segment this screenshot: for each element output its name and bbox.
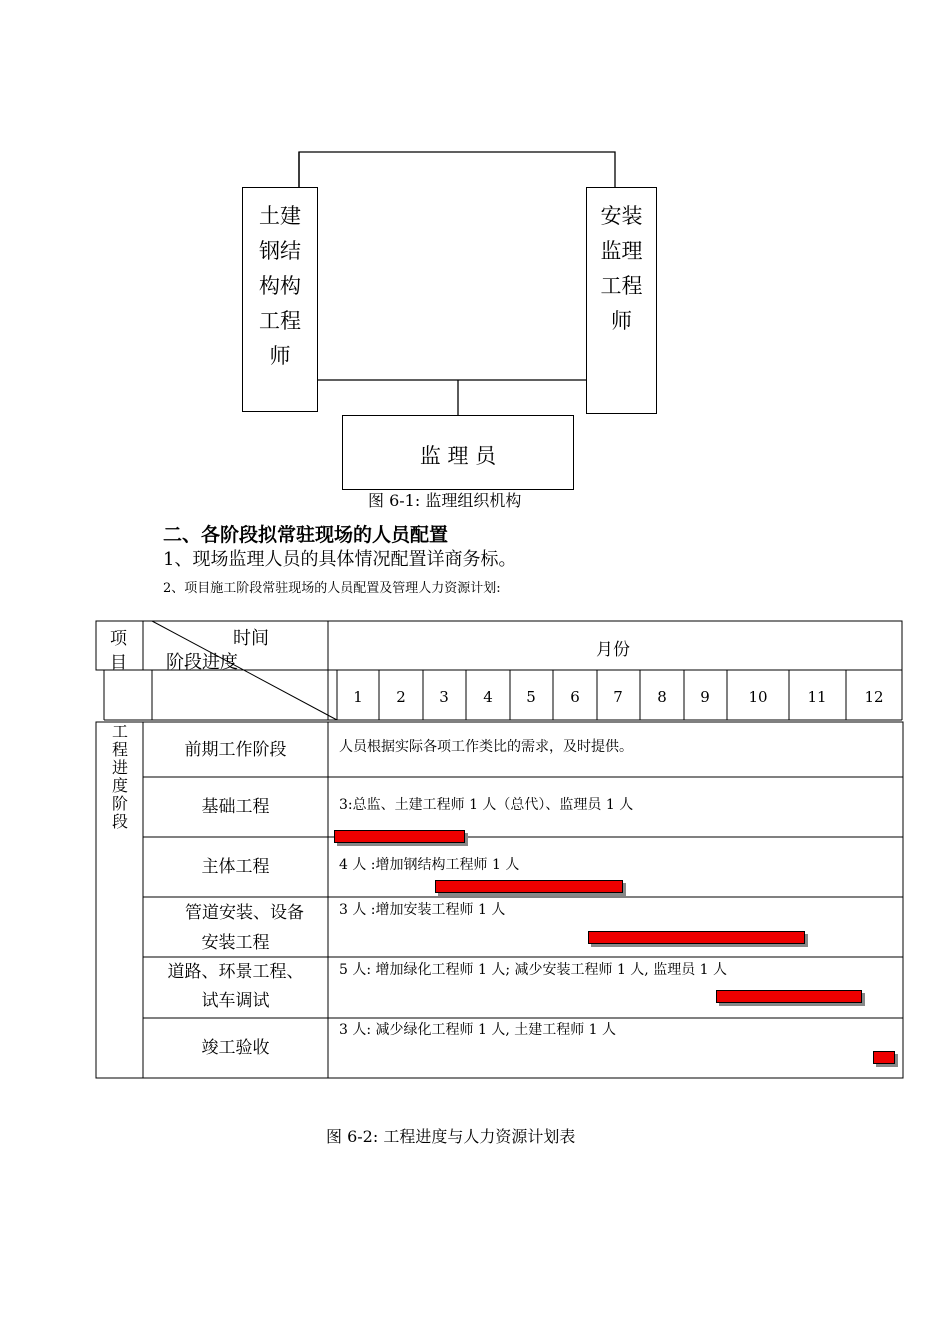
row-note: 4 人 :增加钢结构工程师 1 人 [339, 857, 520, 873]
header-item-top: 项 [110, 629, 127, 649]
month-label: 6 [570, 688, 580, 706]
stage-pipe-equipment-install: 管道安装、设备 安装工程 [185, 903, 304, 953]
month-label: 10 [748, 688, 768, 706]
month-label: 5 [526, 688, 536, 706]
month-label: 2 [396, 688, 406, 706]
header-stage-progress: 阶段进度 [166, 652, 238, 673]
gantt-bar [334, 830, 465, 843]
month-label: 9 [700, 688, 710, 706]
stage-main-structure: 主体工程 [201, 857, 270, 877]
header-time: 时间 [233, 628, 269, 649]
gantt-bar [716, 990, 862, 1003]
month-label: 8 [657, 688, 667, 706]
supervisor-label: 监 理 员 [419, 444, 497, 468]
gantt-bar [588, 931, 805, 944]
table-caption: 图 6-2: 工程进度与人力资源计划表 [326, 1127, 576, 1146]
row-note: 人员根据实际各项工作类比的需求，及时提供。 [339, 739, 633, 755]
row-note: 3 人: 减少绿化工程师 1 人, 土建工程师 1 人 [339, 1022, 617, 1038]
gantt-bar [435, 880, 623, 893]
gantt-bar [873, 1051, 895, 1064]
month-label: 1 [353, 688, 363, 706]
section-line-1: 1、现场监理人员的具体情况配置详商务标。 [163, 549, 517, 570]
section-heading: 二、各阶段拟常驻现场的人员配置 [163, 524, 449, 546]
month-label: 3 [439, 688, 449, 706]
row-note: 3:总监、土建工程师 1 人（总代）、监理员 1 人 [339, 797, 634, 813]
row-note: 3 人 :增加安装工程师 1 人 [339, 902, 506, 918]
month-label: 4 [483, 688, 493, 706]
civil-steel-engineer-label: 土建 钢结 构构 工程 师 [259, 204, 301, 368]
org-chart-caption: 图 6-1: 监理组织机构 [368, 491, 522, 510]
stage-road-landscape-trial: 道路、环景工程、 试车调试 [167, 962, 304, 1011]
side-label-project-progress: 工 程 进 度 阶 段 [111, 722, 128, 831]
section-line-2: 2、项目施工阶段常驻现场的人员配置及管理人力资源计划: [163, 581, 501, 596]
row-note: 5 人: 增加绿化工程师 1 人; 减少安装工程师 1 人, 监理员 1 人 [339, 962, 728, 978]
stage-completion-acceptance: 竣工验收 [201, 1038, 270, 1058]
installation-engineer-label: 安装 监理 工程 师 [600, 204, 643, 333]
stage-preliminary: 前期工作阶段 [184, 740, 287, 760]
stage-foundation: 基础工程 [201, 797, 270, 817]
header-item-bottom: 目 [110, 653, 127, 673]
month-label: 11 [807, 688, 827, 706]
month-label: 7 [613, 688, 623, 706]
header-month: 月份 [596, 640, 630, 660]
month-label: 12 [864, 688, 884, 706]
